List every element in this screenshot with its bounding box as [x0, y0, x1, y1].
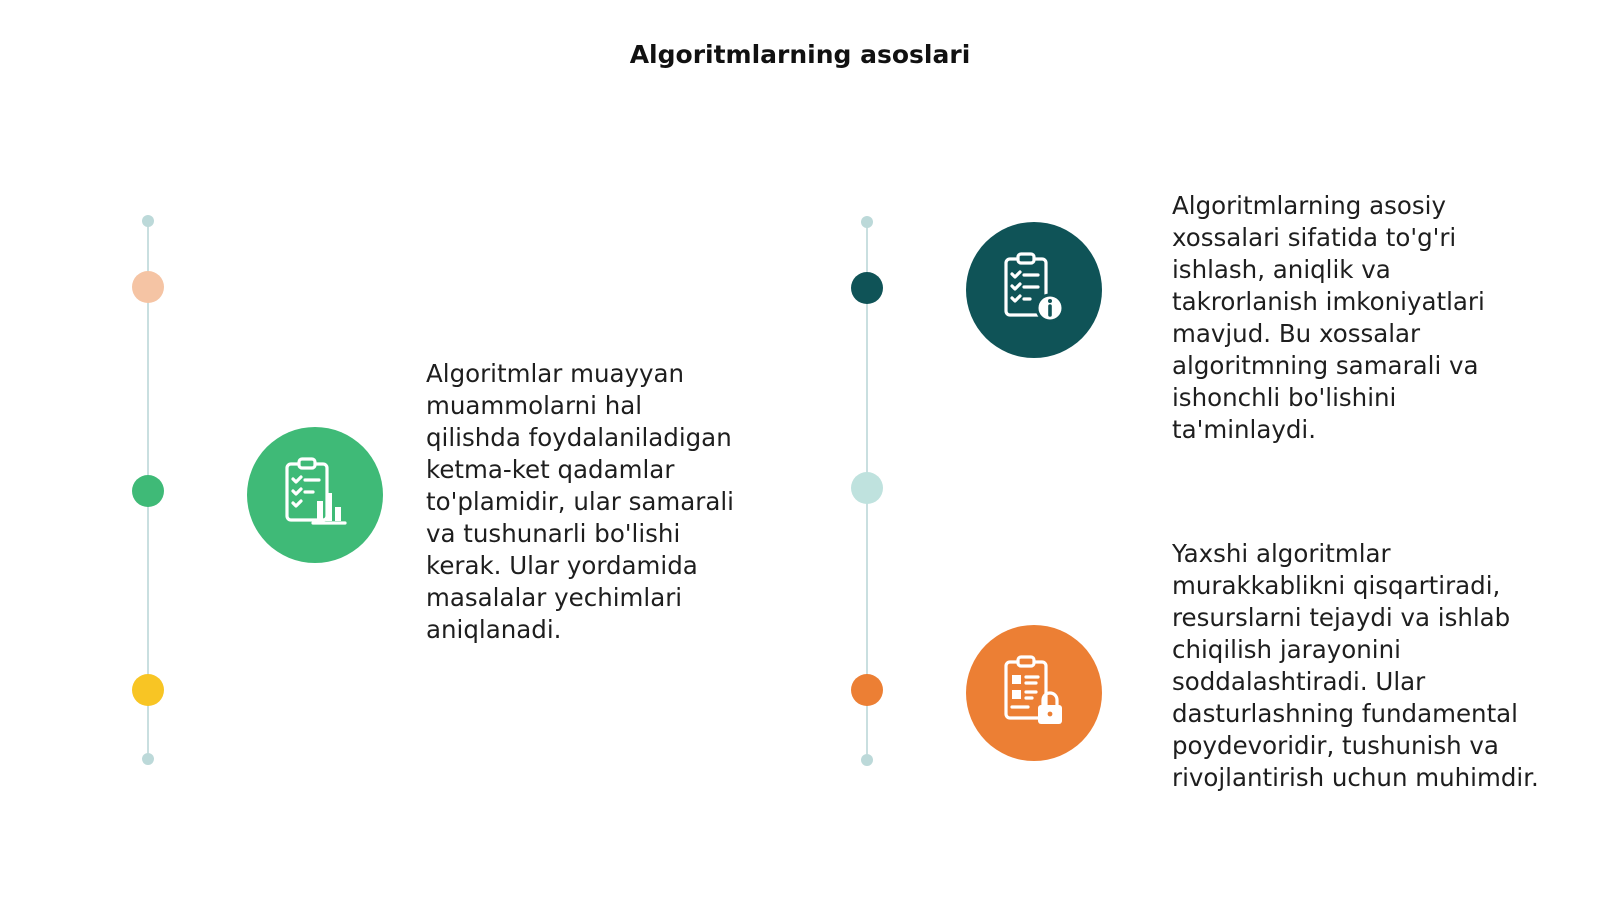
timeline-cap-top [142, 215, 154, 227]
timeline-cap-bottom [142, 753, 154, 765]
clipboard-info-icon [994, 250, 1074, 330]
timeline-dot-orange [851, 674, 883, 706]
timeline-dot-green [132, 475, 164, 507]
clipboard-info-icon-circle [966, 222, 1102, 358]
clipboard-lock-icon [994, 653, 1074, 733]
item-3-description: Yaxshi algoritmlar murakkablikni qisqartiradi, resurslarni tejaydi va ishlab chiqilish jarayonini soddalashtiradi. Ular dasturlashning fundamental poydevoridir, tushunish va rivojlantirish uchun muhimdir. [1172, 539, 1539, 792]
timeline-dot-yellow [132, 674, 164, 706]
timeline-dot-mint [851, 472, 883, 504]
timeline-dot-peach [132, 271, 164, 303]
clipboard-chart-icon [275, 455, 355, 535]
timeline-dot-teal [851, 272, 883, 304]
timeline-right [857, 216, 877, 766]
clipboard-lock-icon-circle [966, 625, 1102, 761]
clipboard-chart-icon-circle [247, 427, 383, 563]
item-1-description: Algoritmlar muayyan muammolarni hal qilishda foydalaniladigan ketma-ket qadamlar to'plamidir, ular samarali va tushunarli bo'lishi kerak. Ular yordamida masalalar yechimlari aniqlanadi. [426, 359, 734, 644]
timeline-cap-bottom [861, 754, 873, 766]
timeline-cap-top [861, 216, 873, 228]
item-2-description: Algoritmlarning asosiy xossalari sifatida to'g'ri ishlash, aniqlik va takrorlanish imkoniyatlari mavjud. Bu xossalar algoritmning samarali va ishonchli bo'lishini ta'minlaydi. [1172, 191, 1485, 444]
page-title: Algoritmlarning asoslari [629, 40, 971, 69]
timeline-left [138, 215, 158, 765]
